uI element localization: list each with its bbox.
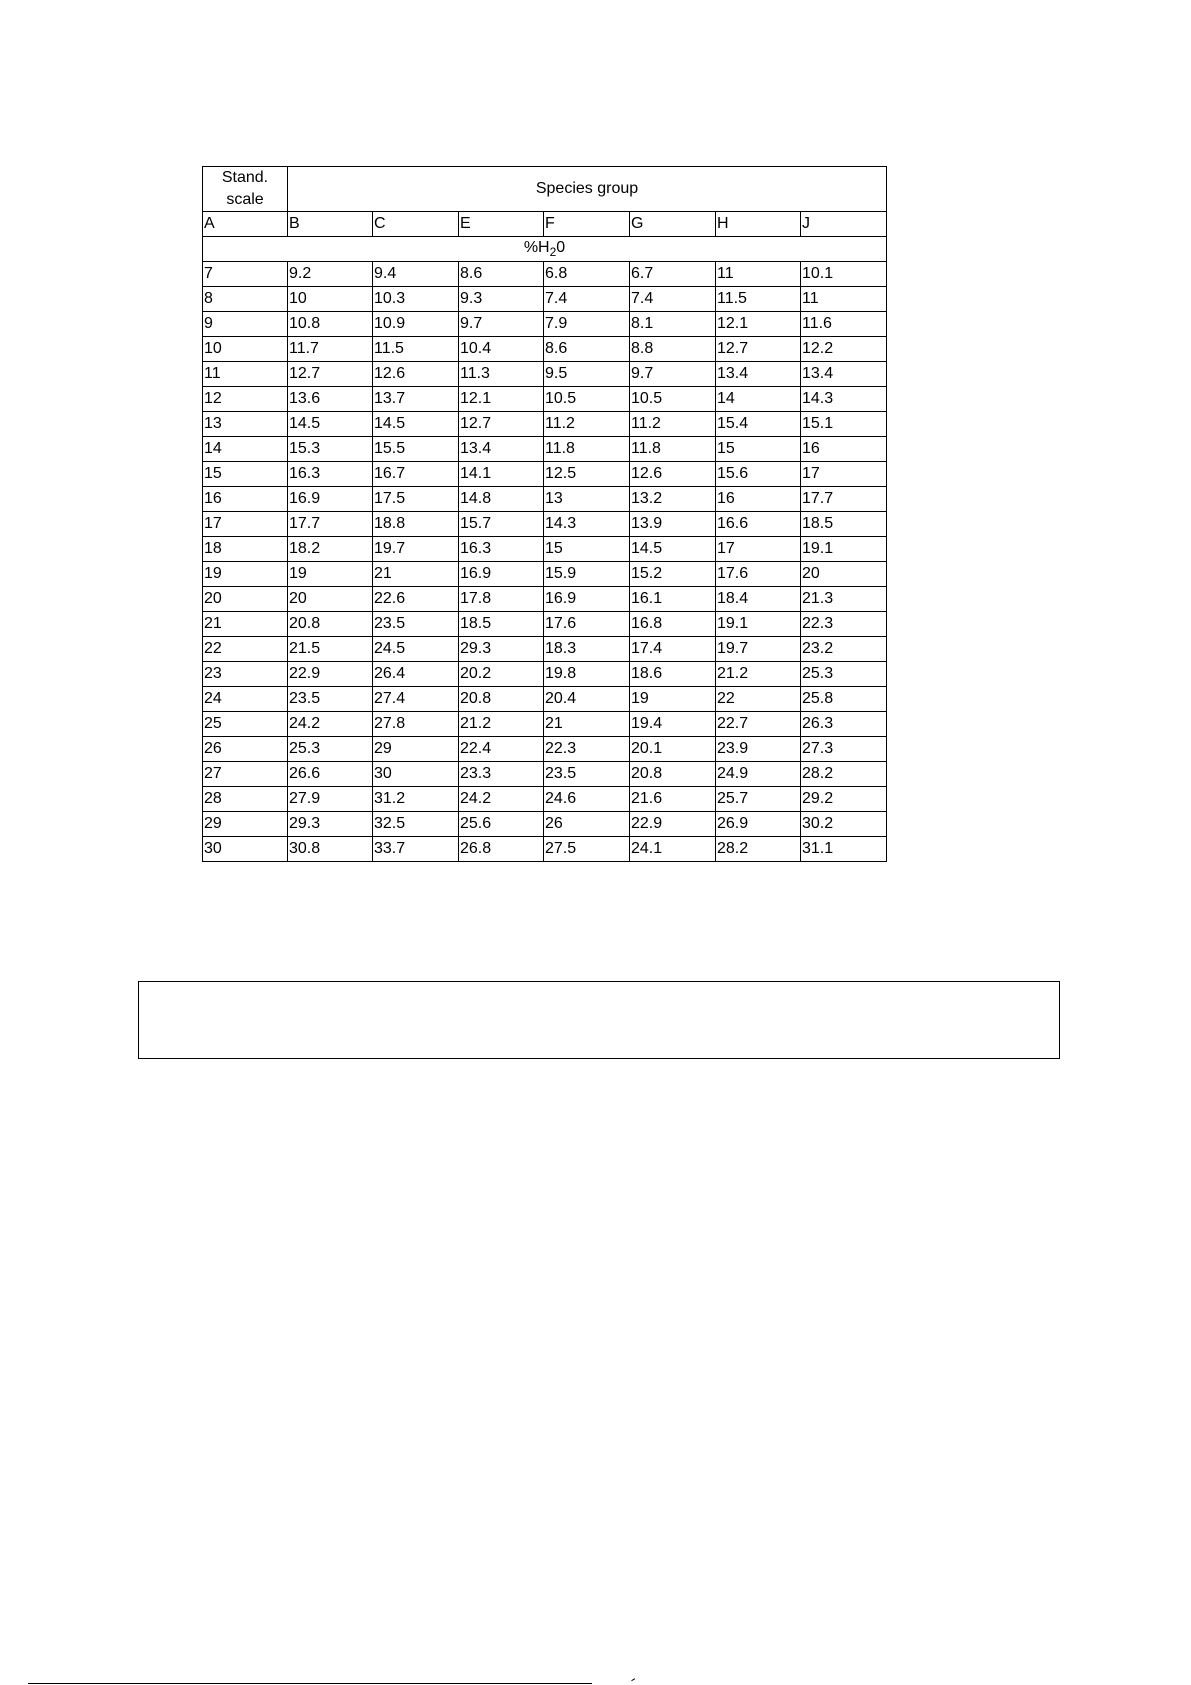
table-row (203, 337, 887, 362)
moisture-value-cell: 26.8 (459, 837, 544, 862)
moisture-value-cell: 19.7 (716, 637, 801, 662)
moisture-value-cell: 25.3 (288, 737, 373, 762)
moisture-value-cell: 31.1 (801, 837, 887, 862)
column-header: C (373, 212, 459, 237)
moisture-value-cell: 15.7 (459, 512, 544, 537)
moisture-value-cell: 22.9 (288, 662, 373, 687)
moisture-value-cell: 19.8 (544, 662, 630, 687)
moisture-value-cell: 12.6 (630, 462, 716, 487)
moisture-value-cell: 13.4 (801, 362, 887, 387)
table-row (203, 837, 887, 862)
moisture-value-cell: 15.4 (716, 412, 801, 437)
moisture-value-cell: 11.7 (288, 337, 373, 362)
moisture-value-cell: 29.3 (288, 812, 373, 837)
column-header: B (288, 212, 373, 237)
table-row (203, 462, 887, 487)
table-row (203, 312, 887, 337)
moisture-value-cell: 11.5 (373, 337, 459, 362)
moisture-value-cell: 18.5 (459, 612, 544, 637)
moisture-value-cell: 11 (801, 287, 887, 312)
moisture-value-cell: 11 (716, 262, 801, 287)
moisture-value-cell: 16.9 (288, 487, 373, 512)
table-row (203, 637, 887, 662)
moisture-value-cell: 13.4 (716, 362, 801, 387)
moisture-value-cell: 10 (288, 287, 373, 312)
column-header: H (716, 212, 801, 237)
moisture-value-cell: 17.6 (716, 562, 801, 587)
moisture-value-cell: 23.5 (373, 612, 459, 637)
moisture-value-cell: 24.6 (544, 787, 630, 812)
moisture-value-cell: 20 (288, 587, 373, 612)
unit-label (203, 237, 887, 262)
moisture-value-cell: 25.7 (716, 787, 801, 812)
column-header: A (203, 212, 288, 237)
table-row (203, 737, 887, 762)
unit-prefix: %H (523, 239, 550, 256)
moisture-value-cell: 33.7 (373, 837, 459, 862)
moisture-value-cell: 16.6 (716, 512, 801, 537)
table-row (203, 537, 887, 562)
moisture-value-cell: 8.6 (459, 262, 544, 287)
moisture-value-cell: 32.5 (373, 812, 459, 837)
moisture-value-cell: 16.8 (630, 612, 716, 637)
moisture-value-cell: 17.7 (288, 512, 373, 537)
moisture-value-cell: 23.5 (544, 762, 630, 787)
stand-scale-cell: 12 (203, 387, 288, 412)
moisture-value-cell: 18.6 (630, 662, 716, 687)
table-row (203, 262, 887, 287)
table-row (203, 512, 887, 537)
moisture-value-cell: 16.9 (459, 562, 544, 587)
column-header: J (801, 212, 887, 237)
moisture-value-cell: 22.6 (373, 587, 459, 612)
moisture-value-cell: 24.2 (459, 787, 544, 812)
moisture-value-cell: 14.5 (630, 537, 716, 562)
moisture-value-cell: 26.9 (716, 812, 801, 837)
stand-scale-cell: 18 (203, 537, 288, 562)
moisture-value-cell: 27.4 (373, 687, 459, 712)
moisture-value-cell: 8.1 (630, 312, 716, 337)
moisture-value-cell: 11.8 (630, 437, 716, 462)
moisture-value-cell: 16.9 (544, 587, 630, 612)
moisture-value-cell: 27.5 (544, 837, 630, 862)
table-row (203, 437, 887, 462)
moisture-value-cell: 7.9 (544, 312, 630, 337)
stand-scale-cell: 26 (203, 737, 288, 762)
table-row (203, 587, 887, 612)
moisture-value-cell: 30.2 (801, 812, 887, 837)
table-row (203, 562, 887, 587)
footer-rule (28, 1683, 592, 1684)
moisture-value-cell: 30 (373, 762, 459, 787)
table-row (203, 662, 887, 687)
column-header: G (630, 212, 716, 237)
moisture-value-cell: 21.2 (459, 712, 544, 737)
moisture-table (202, 166, 887, 862)
stand-scale-cell: 16 (203, 487, 288, 512)
moisture-value-cell: 25.3 (801, 662, 887, 687)
species-group-header: Species group (288, 167, 887, 212)
moisture-value-cell: 11.2 (544, 412, 630, 437)
stand-scale-cell: 13 (203, 412, 288, 437)
moisture-value-cell: 19.4 (630, 712, 716, 737)
moisture-value-cell: 28.2 (716, 837, 801, 862)
table-row (203, 387, 887, 412)
moisture-value-cell: 9.3 (459, 287, 544, 312)
moisture-value-cell: 12.2 (801, 337, 887, 362)
moisture-value-cell: 13.4 (459, 437, 544, 462)
moisture-value-cell: 16 (716, 487, 801, 512)
moisture-value-cell: 21 (373, 562, 459, 587)
stand-scale-cell: 23 (203, 662, 288, 687)
moisture-value-cell: 18.8 (373, 512, 459, 537)
moisture-value-cell: 16.7 (373, 462, 459, 487)
moisture-value-cell: 21.2 (716, 662, 801, 687)
moisture-value-cell: 9.7 (630, 362, 716, 387)
table-row (203, 612, 887, 637)
moisture-value-cell: 14.8 (459, 487, 544, 512)
moisture-value-cell: 14.1 (459, 462, 544, 487)
moisture-value-cell: 15 (544, 537, 630, 562)
header-row (203, 167, 887, 212)
table-row (203, 812, 887, 837)
unit-subscript: 2 (549, 245, 557, 259)
stand-header-line-1: Stand. (221, 169, 269, 186)
moisture-value-cell: 14.5 (373, 412, 459, 437)
moisture-value-cell: 10.5 (544, 387, 630, 412)
moisture-value-cell: 19.1 (716, 612, 801, 637)
moisture-value-cell: 12.5 (544, 462, 630, 487)
moisture-value-cell: 10.8 (288, 312, 373, 337)
moisture-value-cell: 17.7 (801, 487, 887, 512)
moisture-value-cell: 10.3 (373, 287, 459, 312)
stand-scale-cell: 20 (203, 587, 288, 612)
moisture-value-cell: 19.7 (373, 537, 459, 562)
moisture-value-cell: 24.5 (373, 637, 459, 662)
unit-suffix: 0 (556, 239, 566, 256)
moisture-value-cell: 17.5 (373, 487, 459, 512)
stand-scale-header (203, 167, 288, 212)
stand-scale-cell: 22 (203, 637, 288, 662)
moisture-value-cell: 23.5 (288, 687, 373, 712)
moisture-value-cell: 22.3 (544, 737, 630, 762)
moisture-value-cell: 30.8 (288, 837, 373, 862)
moisture-value-cell: 20.2 (459, 662, 544, 687)
moisture-value-cell: 22.3 (801, 612, 887, 637)
moisture-value-cell: 23.3 (459, 762, 544, 787)
moisture-value-cell: 10.1 (801, 262, 887, 287)
table-row (203, 362, 887, 387)
moisture-value-cell: 23.2 (801, 637, 887, 662)
moisture-value-cell: 17 (801, 462, 887, 487)
moisture-value-cell: 14.3 (801, 387, 887, 412)
moisture-value-cell: 21.6 (630, 787, 716, 812)
moisture-value-cell: 12.1 (716, 312, 801, 337)
moisture-value-cell: 13.2 (630, 487, 716, 512)
moisture-value-cell: 17.6 (544, 612, 630, 637)
stand-scale-cell: 7 (203, 262, 288, 287)
moisture-value-cell: 11.8 (544, 437, 630, 462)
moisture-value-cell: 12.6 (373, 362, 459, 387)
moisture-value-cell: 13.9 (630, 512, 716, 537)
moisture-value-cell: 16 (801, 437, 887, 462)
stand-scale-cell: 11 (203, 362, 288, 387)
moisture-value-cell: 10.9 (373, 312, 459, 337)
moisture-value-cell: 9.4 (373, 262, 459, 287)
column-header: E (459, 212, 544, 237)
moisture-value-cell: 29 (373, 737, 459, 762)
moisture-value-cell: 9.2 (288, 262, 373, 287)
stand-scale-cell: 30 (203, 837, 288, 862)
moisture-value-cell: 17.4 (630, 637, 716, 662)
moisture-value-cell: 6.8 (544, 262, 630, 287)
moisture-value-cell: 7.4 (544, 287, 630, 312)
moisture-value-cell: 19 (288, 562, 373, 587)
moisture-value-cell: 18.2 (288, 537, 373, 562)
moisture-value-cell: 13.6 (288, 387, 373, 412)
stand-scale-cell: 24 (203, 687, 288, 712)
moisture-value-cell: 15.6 (716, 462, 801, 487)
moisture-value-cell: 14.5 (288, 412, 373, 437)
stand-scale-cell: 25 (203, 712, 288, 737)
stand-scale-cell: 10 (203, 337, 288, 362)
moisture-value-cell: 18.5 (801, 512, 887, 537)
moisture-value-cell: 8.6 (544, 337, 630, 362)
footer-mark (631, 1678, 636, 1683)
moisture-value-cell: 28.2 (801, 762, 887, 787)
table-row (203, 287, 887, 312)
moisture-value-cell: 16.1 (630, 587, 716, 612)
moisture-value-cell: 25.8 (801, 687, 887, 712)
moisture-value-cell: 16.3 (459, 537, 544, 562)
stand-scale-cell: 27 (203, 762, 288, 787)
moisture-value-cell: 20 (801, 562, 887, 587)
moisture-value-cell: 11.6 (801, 312, 887, 337)
moisture-value-cell: 12.7 (459, 412, 544, 437)
moisture-value-cell: 31.2 (373, 787, 459, 812)
moisture-value-cell: 21.3 (801, 587, 887, 612)
moisture-value-cell: 26.4 (373, 662, 459, 687)
stand-header-line-2: scale (226, 191, 264, 208)
moisture-value-cell: 11.5 (716, 287, 801, 312)
moisture-value-cell: 12.7 (716, 337, 801, 362)
moisture-value-cell: 20.8 (288, 612, 373, 637)
moisture-value-cell: 18.3 (544, 637, 630, 662)
moisture-value-cell: 19 (630, 687, 716, 712)
moisture-value-cell: 11.3 (459, 362, 544, 387)
table-row (203, 762, 887, 787)
unit-row (203, 237, 887, 262)
stand-scale-cell: 15 (203, 462, 288, 487)
moisture-value-cell: 13.7 (373, 387, 459, 412)
moisture-value-cell: 8.8 (630, 337, 716, 362)
moisture-value-cell: 20.8 (630, 762, 716, 787)
stand-scale-cell: 21 (203, 612, 288, 637)
moisture-value-cell: 25.6 (459, 812, 544, 837)
moisture-value-cell: 18.4 (716, 587, 801, 612)
moisture-value-cell: 26.3 (801, 712, 887, 737)
table-row (203, 712, 887, 737)
moisture-value-cell: 9.7 (459, 312, 544, 337)
moisture-value-cell: 27.8 (373, 712, 459, 737)
note-box (138, 981, 1060, 1059)
moisture-value-cell: 22.7 (716, 712, 801, 737)
moisture-value-cell: 14.3 (544, 512, 630, 537)
moisture-value-cell: 21.5 (288, 637, 373, 662)
moisture-value-cell: 11.2 (630, 412, 716, 437)
table-body (203, 167, 887, 862)
moisture-value-cell: 16.3 (288, 462, 373, 487)
moisture-value-cell: 22.9 (630, 812, 716, 837)
table-row (203, 487, 887, 512)
moisture-value-cell: 29.2 (801, 787, 887, 812)
moisture-value-cell: 7.4 (630, 287, 716, 312)
moisture-value-cell: 10.4 (459, 337, 544, 362)
moisture-value-cell: 17.8 (459, 587, 544, 612)
stand-scale-cell: 9 (203, 312, 288, 337)
moisture-value-cell: 6.7 (630, 262, 716, 287)
moisture-value-cell: 22.4 (459, 737, 544, 762)
moisture-value-cell: 23.9 (716, 737, 801, 762)
stand-scale-cell: 17 (203, 512, 288, 537)
moisture-value-cell: 20.4 (544, 687, 630, 712)
moisture-value-cell: 20.8 (459, 687, 544, 712)
table-row (203, 412, 887, 437)
stand-scale-cell: 28 (203, 787, 288, 812)
stand-scale-cell: 19 (203, 562, 288, 587)
moisture-value-cell: 27.3 (801, 737, 887, 762)
moisture-value-cell: 15.3 (288, 437, 373, 462)
moisture-value-cell: 24.9 (716, 762, 801, 787)
stand-scale-cell: 8 (203, 287, 288, 312)
moisture-value-cell: 20.1 (630, 737, 716, 762)
moisture-value-cell: 15.9 (544, 562, 630, 587)
moisture-value-cell: 26.6 (288, 762, 373, 787)
moisture-value-cell: 19.1 (801, 537, 887, 562)
moisture-value-cell: 21 (544, 712, 630, 737)
moisture-value-cell: 9.5 (544, 362, 630, 387)
moisture-value-cell: 22 (716, 687, 801, 712)
moisture-value-cell: 27.9 (288, 787, 373, 812)
moisture-value-cell: 15.2 (630, 562, 716, 587)
column-letter-row (203, 212, 887, 237)
moisture-value-cell: 14 (716, 387, 801, 412)
moisture-value-cell: 10.5 (630, 387, 716, 412)
moisture-value-cell: 17 (716, 537, 801, 562)
stand-scale-cell: 14 (203, 437, 288, 462)
moisture-value-cell: 15 (716, 437, 801, 462)
stand-scale-cell: 29 (203, 812, 288, 837)
table-row (203, 687, 887, 712)
table-row (203, 787, 887, 812)
column-header: F (544, 212, 630, 237)
moisture-value-cell: 13 (544, 487, 630, 512)
moisture-value-cell: 15.1 (801, 412, 887, 437)
moisture-value-cell: 24.2 (288, 712, 373, 737)
moisture-value-cell: 12.1 (459, 387, 544, 412)
moisture-value-cell: 26 (544, 812, 630, 837)
moisture-value-cell: 29.3 (459, 637, 544, 662)
moisture-value-cell: 15.5 (373, 437, 459, 462)
moisture-value-cell: 24.1 (630, 837, 716, 862)
moisture-value-cell: 12.7 (288, 362, 373, 387)
